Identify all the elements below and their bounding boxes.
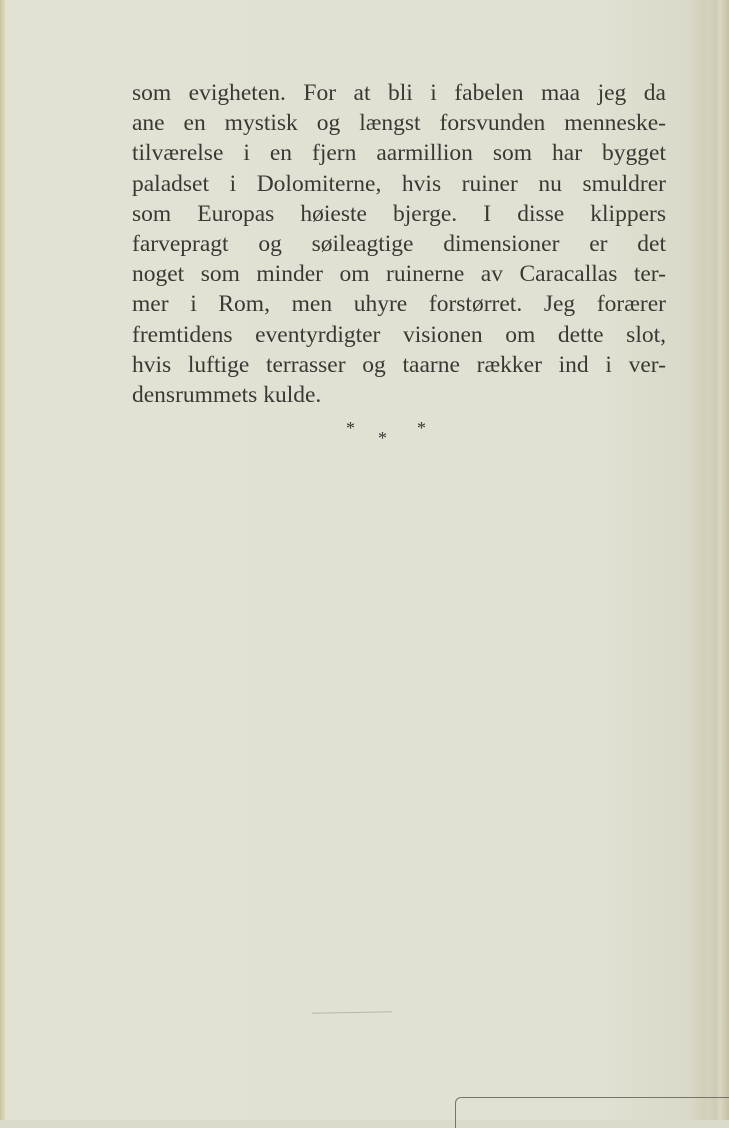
text-line: noget som minder om ruinerne av Caracallas ter-	[132, 261, 666, 288]
text-line: hvis luftige terrasser og taarne rækker ind i ver-	[132, 351, 666, 378]
page-right-edge	[705, 0, 729, 1120]
text-line: farvepragt og søileagtige dimensioner er det	[132, 231, 666, 258]
underlying-page-corner	[455, 1097, 729, 1128]
text-line: som evigheten. For at bli i fabelen maa jeg da	[132, 80, 666, 106]
pencil-mark	[312, 1011, 392, 1023]
text-line: ane en mystisk og længst forsvunden menneske-	[132, 110, 666, 137]
asterisk-icon: *	[378, 428, 387, 448]
page-left-edge	[0, 0, 5, 1120]
text-line: tilværelse i en fjern aarmillion som har bygget	[132, 140, 666, 167]
body-paragraph	[132, 78, 666, 410]
text-line: mer i Rom, men uhyre forstørret. Jeg forærer	[132, 291, 666, 318]
text-line: som Europas høieste bjerge. I disse klippers	[132, 200, 666, 227]
text-line: densrummets kulde.	[132, 382, 322, 409]
asterisk-icon: *	[417, 418, 426, 438]
text-line: paladset i Dolomiterne, hvis ruiner nu smuldrer	[132, 170, 666, 197]
section-break-asterism	[340, 418, 440, 458]
text-line: fremtidens eventyrdigter visionen om dette slot,	[132, 321, 666, 348]
asterisk-icon: *	[346, 418, 355, 438]
